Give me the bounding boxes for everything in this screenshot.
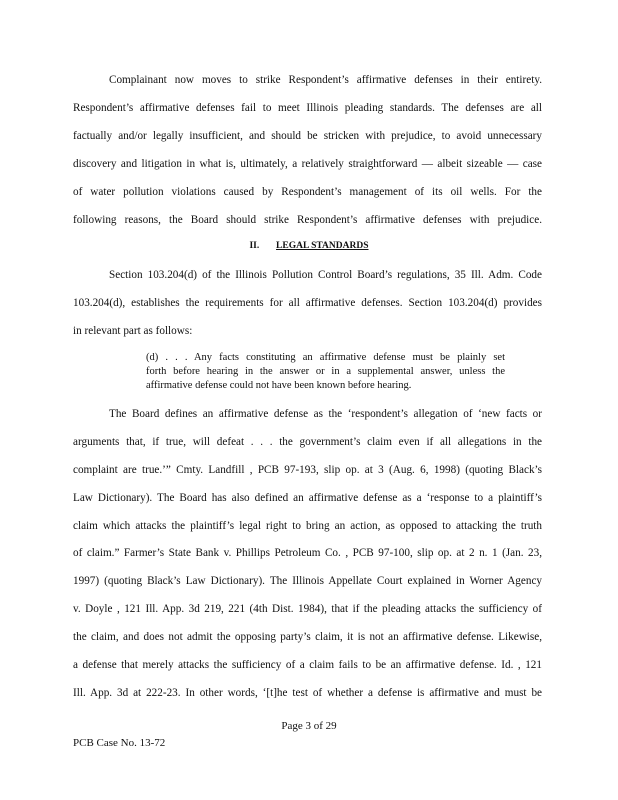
paragraph-line: The Board defines an affirmative defense as the ‘respondent’s allegation of ‘new facts or — [109, 408, 542, 420]
paragraph-line: v. Doyle , 121 Ill. App. 3d 219, 221 (4th Dist. 1984), that if the pleading attacks the sufficiency of — [73, 603, 542, 615]
paragraph-line: the claim, and does not admit the opposing party’s claim, it is not an affirmative defense. Likewise, — [73, 631, 542, 643]
page-number: Page 3 of 29 — [281, 720, 337, 732]
paragraph-line: in relevant part as follows: — [73, 325, 193, 337]
block-quote-line: forth before hearing in the answer or in a supplemental answer, unless the — [146, 366, 505, 377]
paragraph-line: claim which attacks the plaintiff’s legal right to bring an action, as opposed to attacking the truth — [73, 520, 542, 532]
paragraph-line: a defense that merely attacks the sufficiency of a claim fails to be an affirmative defense. Id. , 121 — [73, 659, 542, 671]
block-quote-line: affirmative defense could not have been known before hearing. — [146, 380, 412, 391]
paragraph-line: Respondent’s affirmative defenses fail to meet Illinois pleading standards. The defenses are all — [73, 102, 542, 114]
paragraph-line: following reasons, the Board should strike Respondent’s affirmative defenses with prejudice. — [73, 214, 542, 226]
section-number: II. — [249, 241, 260, 251]
paragraph-line: Law Dictionary). The Board has also defined an affirmative defense as a ‘response to a plaintiff’s — [73, 492, 542, 504]
block-quote-line: (d) . . . Any facts constituting an affirmative defense must be plainly set — [146, 352, 505, 363]
paragraph-line: factually and/or legally insufficient, and should be stricken with prejudice, to avoid unnecessary — [73, 130, 542, 142]
paragraph-line: complaint are true.’” Cmty. Landfill , PCB 97-193, slip op. at 3 (Aug. 6, 1998) (quoting Black’s — [73, 464, 542, 476]
section-title: LEGAL STANDARDS — [276, 241, 369, 251]
case-number: PCB Case No. 13-72 — [73, 737, 166, 749]
paragraph-line: arguments that, if true, will defeat . . . the government’s claim even if all allegations in the — [73, 436, 542, 448]
paragraph-line: 103.204(d), establishes the requirements for all affirmative defenses. Section 103.204(d) provides — [73, 297, 542, 309]
paragraph-line: 1997) (quoting Black’s Law Dictionary). The Illinois Appellate Court explained in Worner Agency — [73, 575, 542, 587]
paragraph-line: of water pollution violations caused by Respondent’s management of its oil wells. For the — [73, 186, 542, 198]
paragraph-line: Complainant now moves to strike Respondent’s affirmative defenses in their entirety. — [109, 74, 542, 86]
paragraph-line: discovery and litigation in what is, ultimately, a relatively straightforward — albeit sizeable — case — [73, 158, 542, 170]
section-heading — [0, 240, 618, 252]
paragraph-line: Section 103.204(d) of the Illinois Pollution Control Board’s regulations, 35 Ill. Adm. Code — [109, 269, 542, 281]
paragraph-line: Ill. App. 3d at 222-23. In other words, ‘[t]he test of whether a defense is affirmative and must be — [73, 687, 542, 699]
paragraph-line: of claim.” Farmer’s State Bank v. Phillips Petroleum Co. , PCB 97-100, slip op. at 2 n. 1 (Jan. 23, — [73, 547, 542, 559]
